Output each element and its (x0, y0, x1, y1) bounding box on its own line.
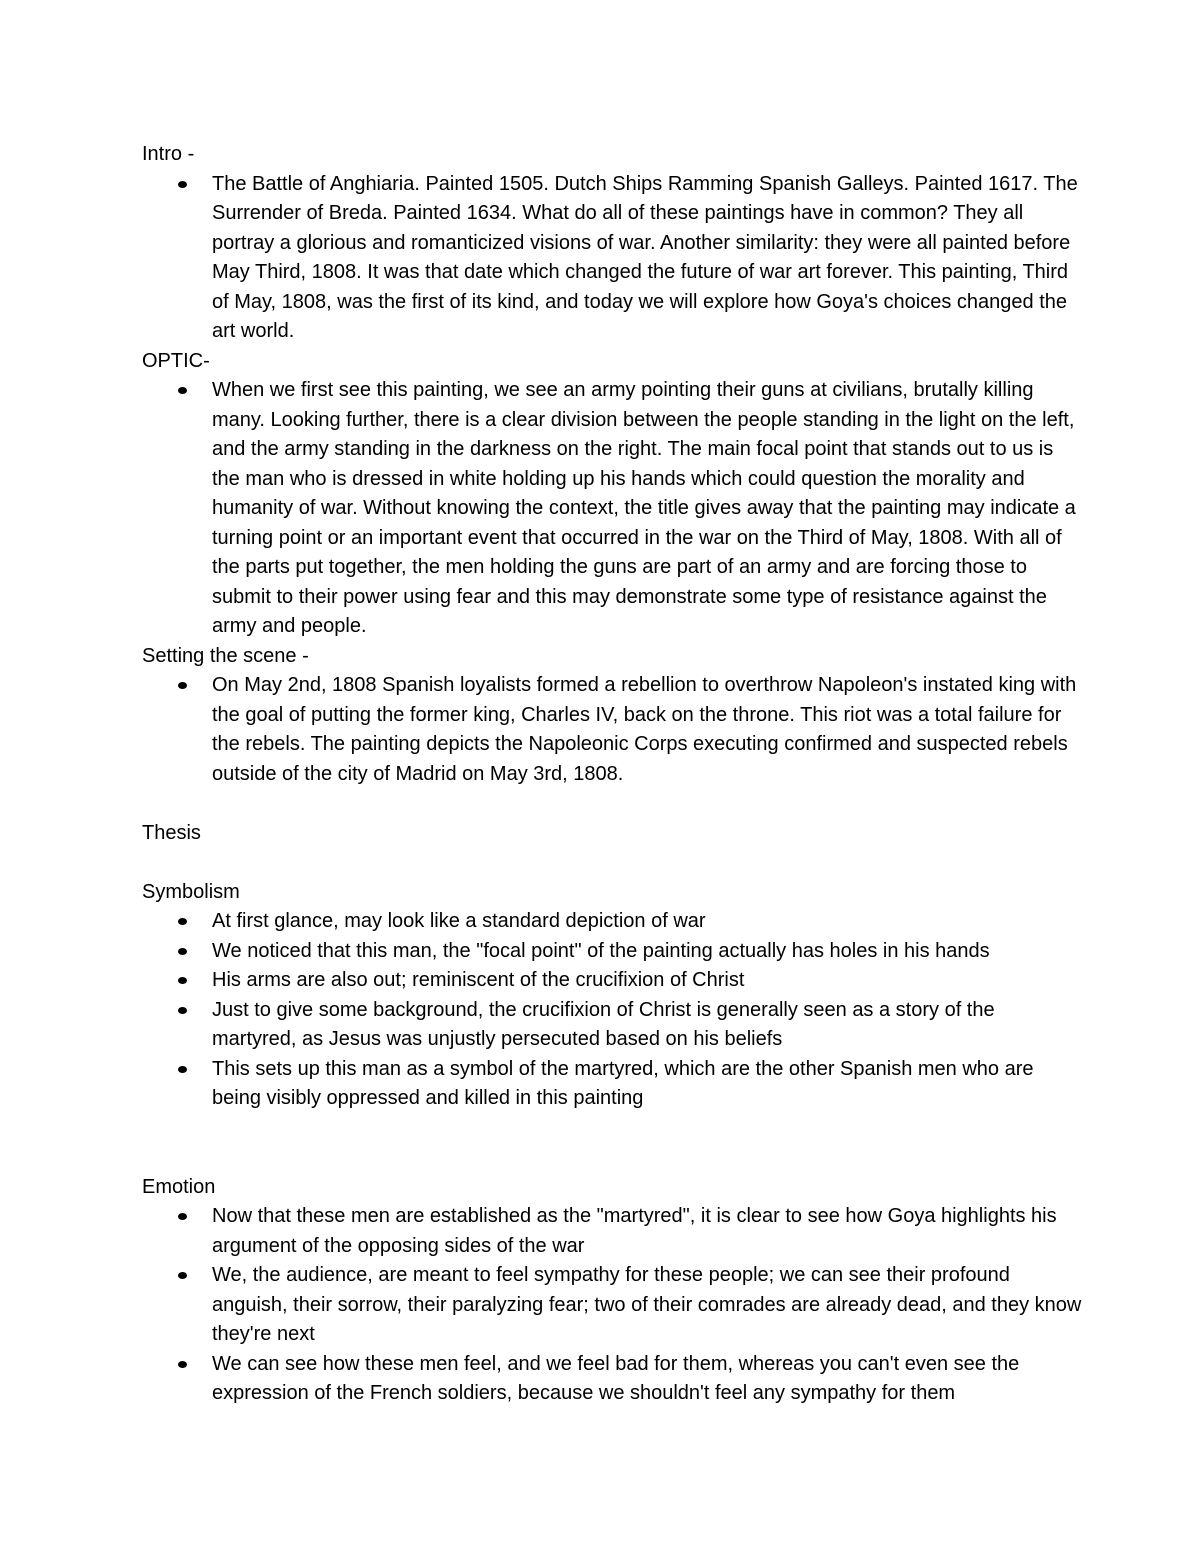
list-item (142, 170, 1082, 347)
list-item (142, 671, 1082, 789)
bullet-icon (178, 1272, 187, 1279)
section-heading-setting-the-scene: Setting the scene - (142, 644, 309, 667)
list-item-text: We noticed that this man, the "focal point" of the painting actually has holes in his hands (212, 939, 990, 962)
section-intro (142, 140, 1082, 347)
list-item (142, 1261, 1082, 1350)
blank-line (142, 1114, 1082, 1173)
section-thesis (142, 819, 1082, 849)
section-optic (142, 347, 1082, 642)
bullet-icon (178, 1066, 187, 1073)
blank-line (142, 848, 1082, 878)
list-item (142, 376, 1082, 642)
section-emotion (142, 1173, 1082, 1409)
list-item (142, 1202, 1082, 1261)
bullet-icon (178, 682, 187, 689)
bullet-icon (178, 1007, 187, 1014)
bullet-list (142, 1202, 1082, 1409)
document-page (142, 140, 1082, 1409)
bullet-list (142, 170, 1082, 347)
list-item-text: This sets up this man as a symbol of the martyred, which are the other Spanish men who are being visibly oppressed and killed in this painting (212, 1057, 1034, 1109)
section-heading-optic: OPTIC- (142, 349, 210, 372)
bullet-list (142, 376, 1082, 642)
list-item-text: We, the audience, are meant to feel sympathy for these people; we can see their profound anguish, their sorrow, their paralyzing fear; two of their comrades are already dead, and they know they're next (212, 1264, 1082, 1345)
list-item-text: On May 2nd, 1808 Spanish loyalists formed a rebellion to overthrow Napoleon's instated king with the goal of putting the former king, Charles IV, back on the throne. This riot was a total failure for the rebels. The painting depicts the Napoleonic Corps executing confirmed and suspected rebels outside of the city of Madrid on May 3rd, 1808. (212, 674, 1077, 785)
list-item-text: At first glance, may look like a standard depiction of war (212, 910, 706, 932)
list-item-text: The Battle of Anghiaria. Painted 1505. Dutch Ships Ramming Spanish Galleys. Painted 1617. The Surrender of Breda. Painted 1634. What do all of these paintings have in common? They all portray a glorious and romanticized visions of war. Another similarity: they were all painted before May Third, 1808. It was that date which changed the future of war art forever. This painting, Third of May, 1808, was the first of its kind, and today we will explore how Goya's choices changed the art world. (212, 172, 1078, 342)
list-item-text: We can see how these men feel, and we feel bad for them, whereas you can't even see the expression of the French soldiers, because we shouldn't feel any sympathy for them (212, 1352, 1020, 1404)
blank-line (142, 789, 1082, 819)
list-item (142, 996, 1082, 1055)
section-heading-emotion: Emotion (142, 1175, 216, 1198)
bullet-icon (178, 918, 187, 925)
section-setting-the-scene (142, 642, 1082, 790)
bullet-icon (178, 1361, 187, 1368)
list-item (142, 966, 1082, 996)
list-item-text: Now that these men are established as the "martyred", it is clear to see how Goya highlights his argument of the opposing sides of the war (212, 1205, 1057, 1257)
section-symbolism (142, 878, 1082, 1114)
list-item (142, 1055, 1082, 1114)
bullet-list (142, 671, 1082, 789)
bullet-icon (178, 1213, 187, 1220)
bullet-icon (178, 977, 187, 984)
list-item (142, 1350, 1082, 1409)
list-item-text: His arms are also out; reminiscent of the crucifixion of Christ (212, 969, 745, 991)
bullet-icon (178, 948, 187, 955)
list-item (142, 907, 1082, 937)
list-item-text: When we first see this painting, we see an army pointing their guns at civilians, brutally killing many. Looking further, there is a clear division between the people standing in the light on the left, and the army standing in the darkness on the right. The main focal point that stands out to us is the man who is dressed in white holding up his hands which could question the morality and humanity of war. Without knowing the context, the title gives away that the painting may indicate a turning point or an important event that occurred in the war on the Third of May, 1808. With all of the parts put together, the men holding the guns are part of an army and are forcing those to submit to their power using fear and this may demonstrate some type of resistance against the army and people. (212, 379, 1076, 637)
section-heading-symbolism: Symbolism (142, 880, 240, 903)
list-item-text: Just to give some background, the crucifixion of Christ is generally seen as a story of the martyred, as Jesus was unjustly persecuted based on his beliefs (212, 998, 995, 1050)
section-heading-thesis: Thesis (142, 821, 201, 844)
list-item (142, 937, 1082, 967)
bullet-icon (178, 387, 187, 394)
bullet-icon (178, 181, 187, 188)
bullet-list (142, 907, 1082, 1114)
section-heading-intro: Intro - (142, 143, 195, 165)
